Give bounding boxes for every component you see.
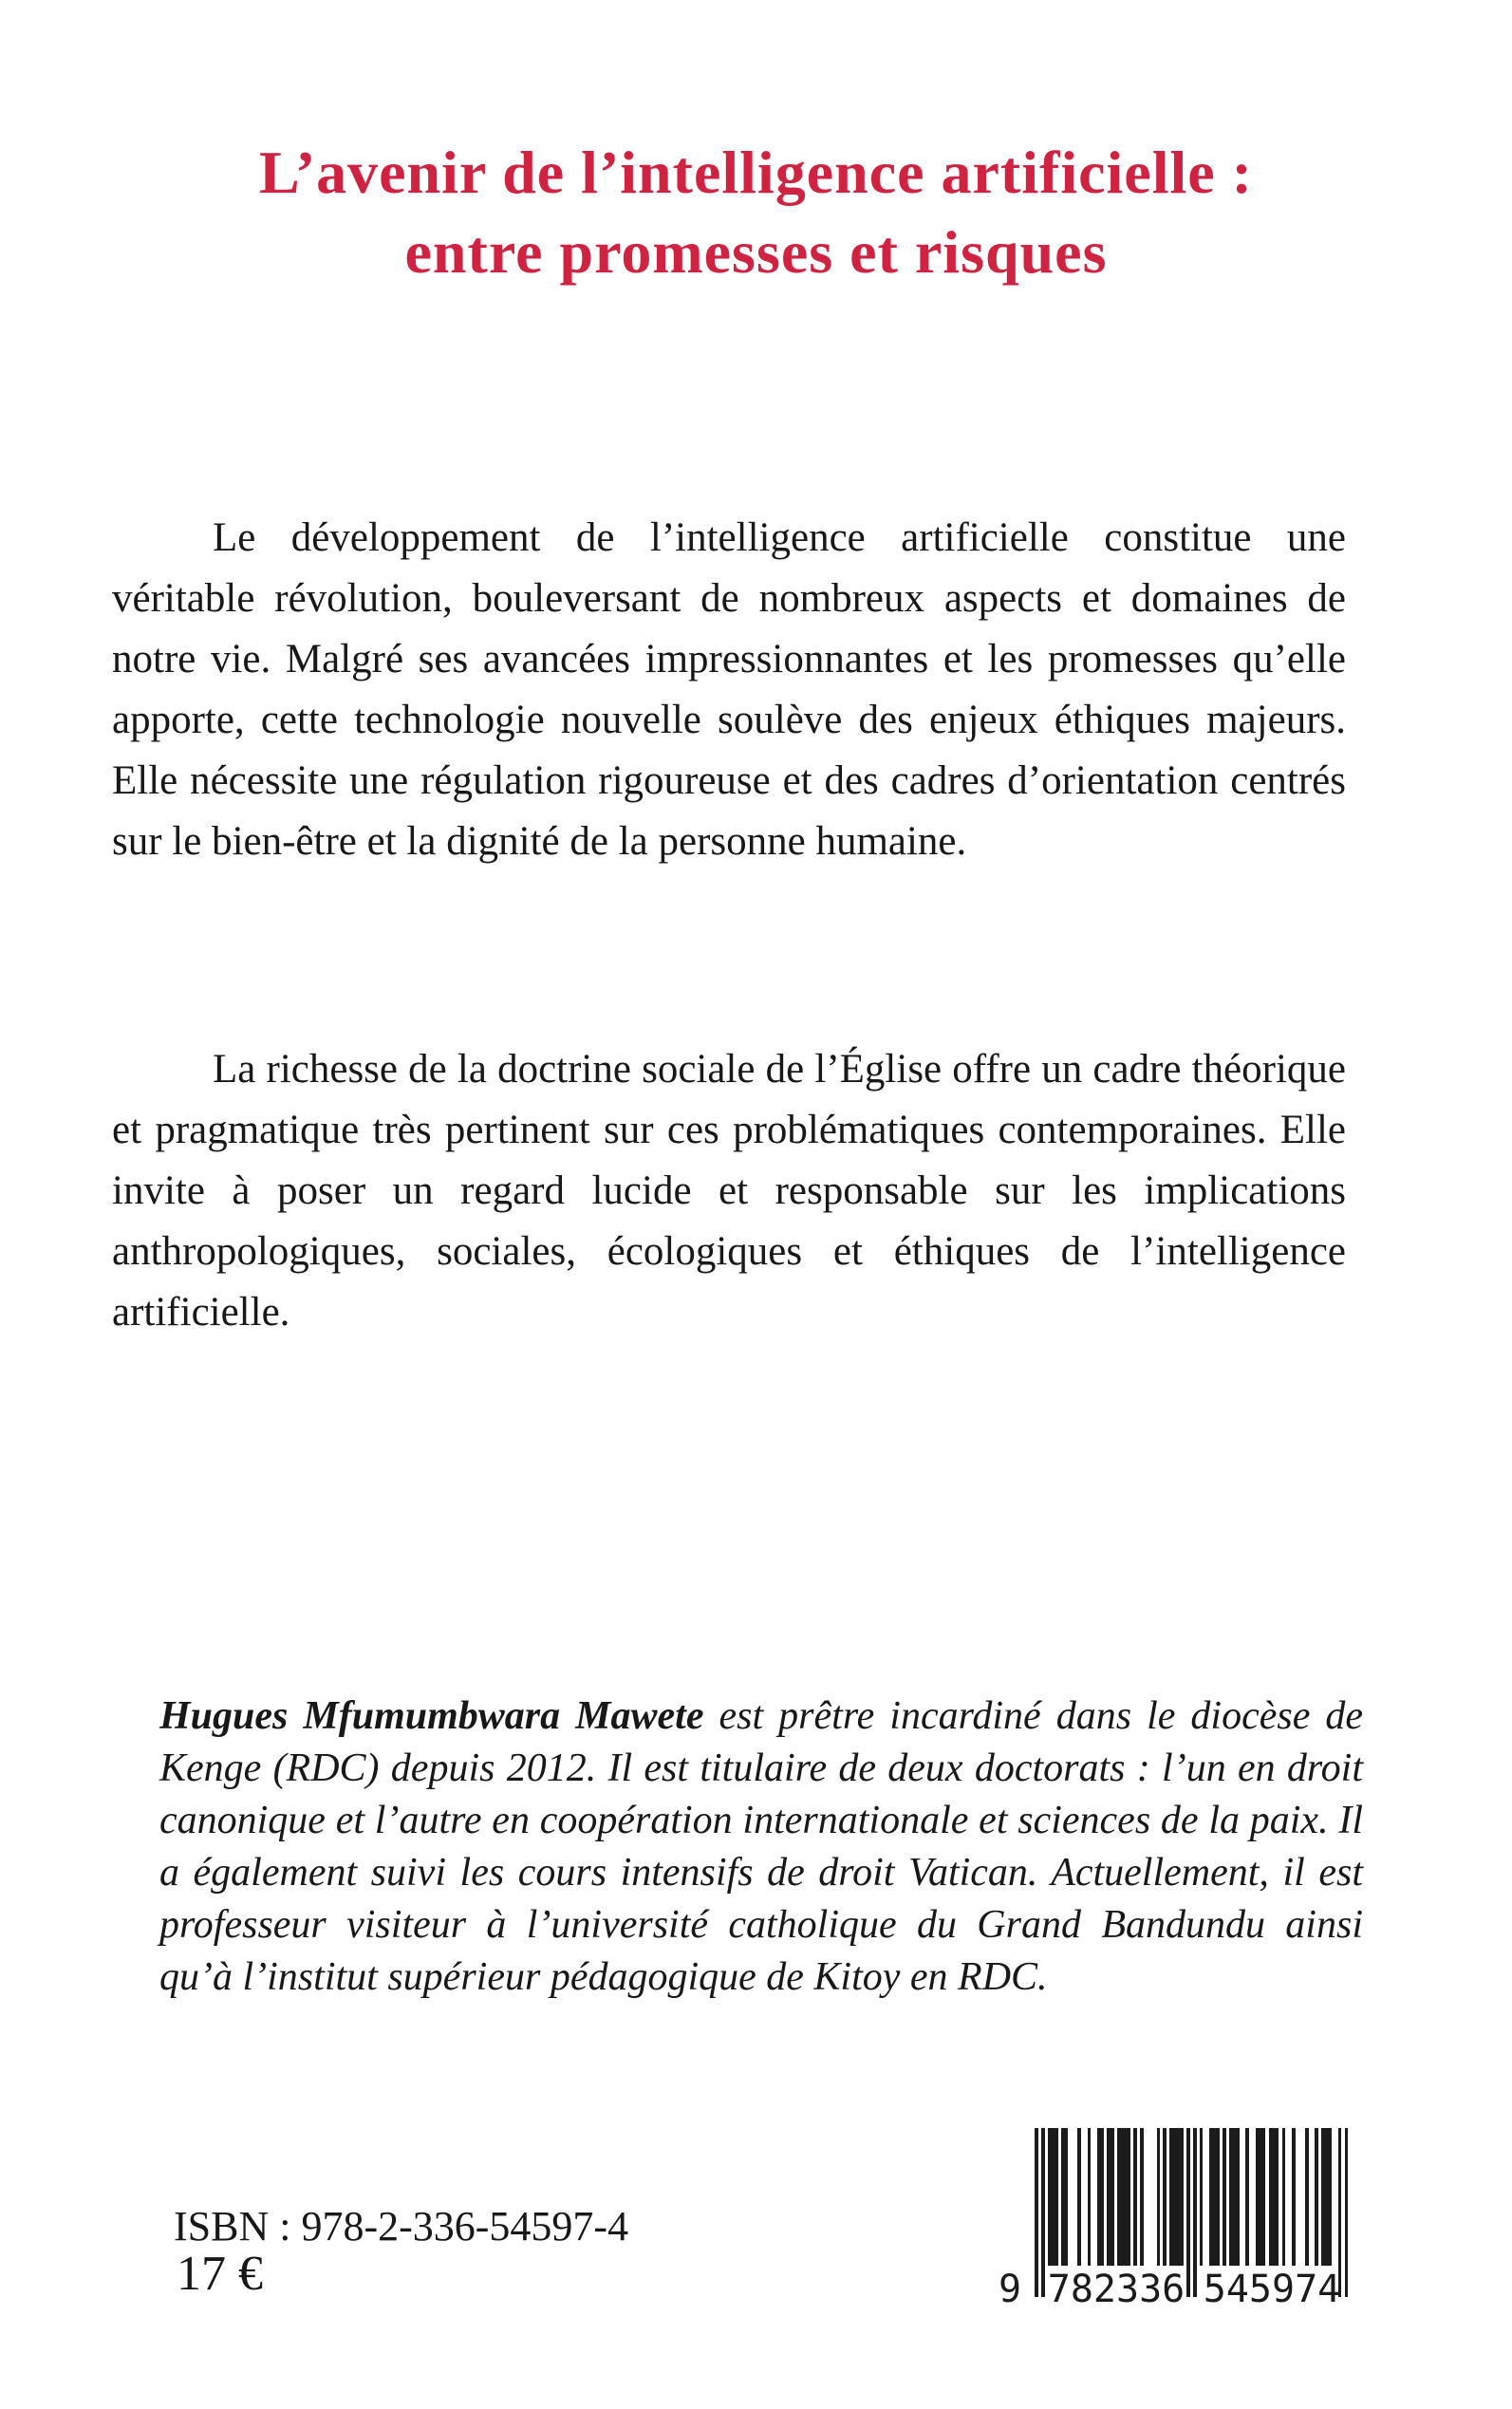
synopsis-paragraph-2: La richesse de la doctrine sociale de l’Église offre un cadre théorique et pragmatique très pertinent sur ces problématiques contemporaines. Elle invite à poser un regard lucide et responsable sur les implications anthropologiques, sociales, écologiques et éthiques de l’intelligence artificielle. bbox=[112, 1047, 1346, 1335]
barcode-bar bbox=[1133, 2128, 1137, 2266]
book-title-line2: entre promesses et risques bbox=[404, 218, 1108, 286]
barcode-bar bbox=[1193, 2128, 1197, 2297]
book-title bbox=[0, 133, 1512, 292]
barcode-digits-left: 782336 bbox=[1047, 2268, 1185, 2311]
barcode-bar bbox=[1276, 2128, 1279, 2266]
barcode-bar bbox=[1245, 2128, 1249, 2266]
barcode-bar bbox=[1200, 2128, 1204, 2266]
barcode-bar bbox=[1345, 2128, 1349, 2297]
barcode-bar bbox=[1216, 2128, 1220, 2266]
barcode-bar bbox=[1140, 2128, 1144, 2266]
author-bio bbox=[159, 1690, 1363, 2004]
barcode-bar bbox=[1292, 2128, 1296, 2266]
barcode-digits-right: 545974 bbox=[1203, 2268, 1341, 2311]
isbn-text: ISBN : 978-2-336-54597-4 bbox=[174, 2203, 629, 2250]
barcode-bar bbox=[1064, 2128, 1068, 2266]
book-title-line1: L’avenir de l’intelligence artificielle : bbox=[259, 139, 1253, 206]
author-name: Hugues Mfumumbwara Mawete bbox=[159, 1694, 704, 1738]
barcode-bar bbox=[1077, 2128, 1081, 2266]
barcode-digit-leading: 9 bbox=[999, 2268, 1022, 2311]
barcode-bar bbox=[1236, 2128, 1240, 2266]
barcode-bar bbox=[1282, 2128, 1286, 2266]
barcode-bar bbox=[1100, 2128, 1104, 2266]
barcode-bar bbox=[1223, 2128, 1226, 2266]
barcode-bar bbox=[1035, 2128, 1038, 2297]
barcode-bar bbox=[1163, 2128, 1167, 2266]
barcode-bar bbox=[1262, 2128, 1266, 2266]
barcode-bar bbox=[1111, 2128, 1114, 2266]
barcode-bar bbox=[1127, 2128, 1130, 2266]
barcode-bar bbox=[1315, 2128, 1318, 2266]
barcode-bar bbox=[1186, 2128, 1190, 2297]
price-text: 17 € bbox=[177, 2247, 263, 2301]
ean13-barcode bbox=[999, 2128, 1348, 2318]
barcode-bar bbox=[1180, 2128, 1184, 2266]
barcode-bar bbox=[1088, 2128, 1092, 2266]
synopsis-paragraph-1: Le développement de l’intelligence artificielle constitue une véritable révolution, bouleversant de nombreux aspects et domaines de notre vie. Malgré ses avancées impressionnantes et les promesses qu’elle apporte, cette technologie nouvelle soulève des enjeux éthiques majeurs. Elle nécessite une régulation rigoureuse et des cadres d’orientation centrés sur le bien-être et la dignité de la personne humaine. bbox=[112, 515, 1346, 864]
author-bio-text: est prêtre incardiné dans le diocèse de Kenge (RDC) depuis 2012. Il est titulaire de deux doctorats : l’un en droit canonique et l’autre en coopération internationale et sciences de la paix. Il a également suivi les cours intensifs de droit Vatican. Actuellement, il est professeur visiteur à l’université catholique du Grand Bandundu ainsi qu’à l’institut supérieur pédagogique de Kitoy en RDC. bbox=[159, 1694, 1363, 1999]
barcode-bar bbox=[1328, 2128, 1332, 2266]
barcode-bar bbox=[1055, 2128, 1058, 2266]
barcode-bar bbox=[1041, 2128, 1045, 2297]
barcode-bar bbox=[1157, 2128, 1161, 2266]
barcode-bar bbox=[1305, 2128, 1309, 2266]
